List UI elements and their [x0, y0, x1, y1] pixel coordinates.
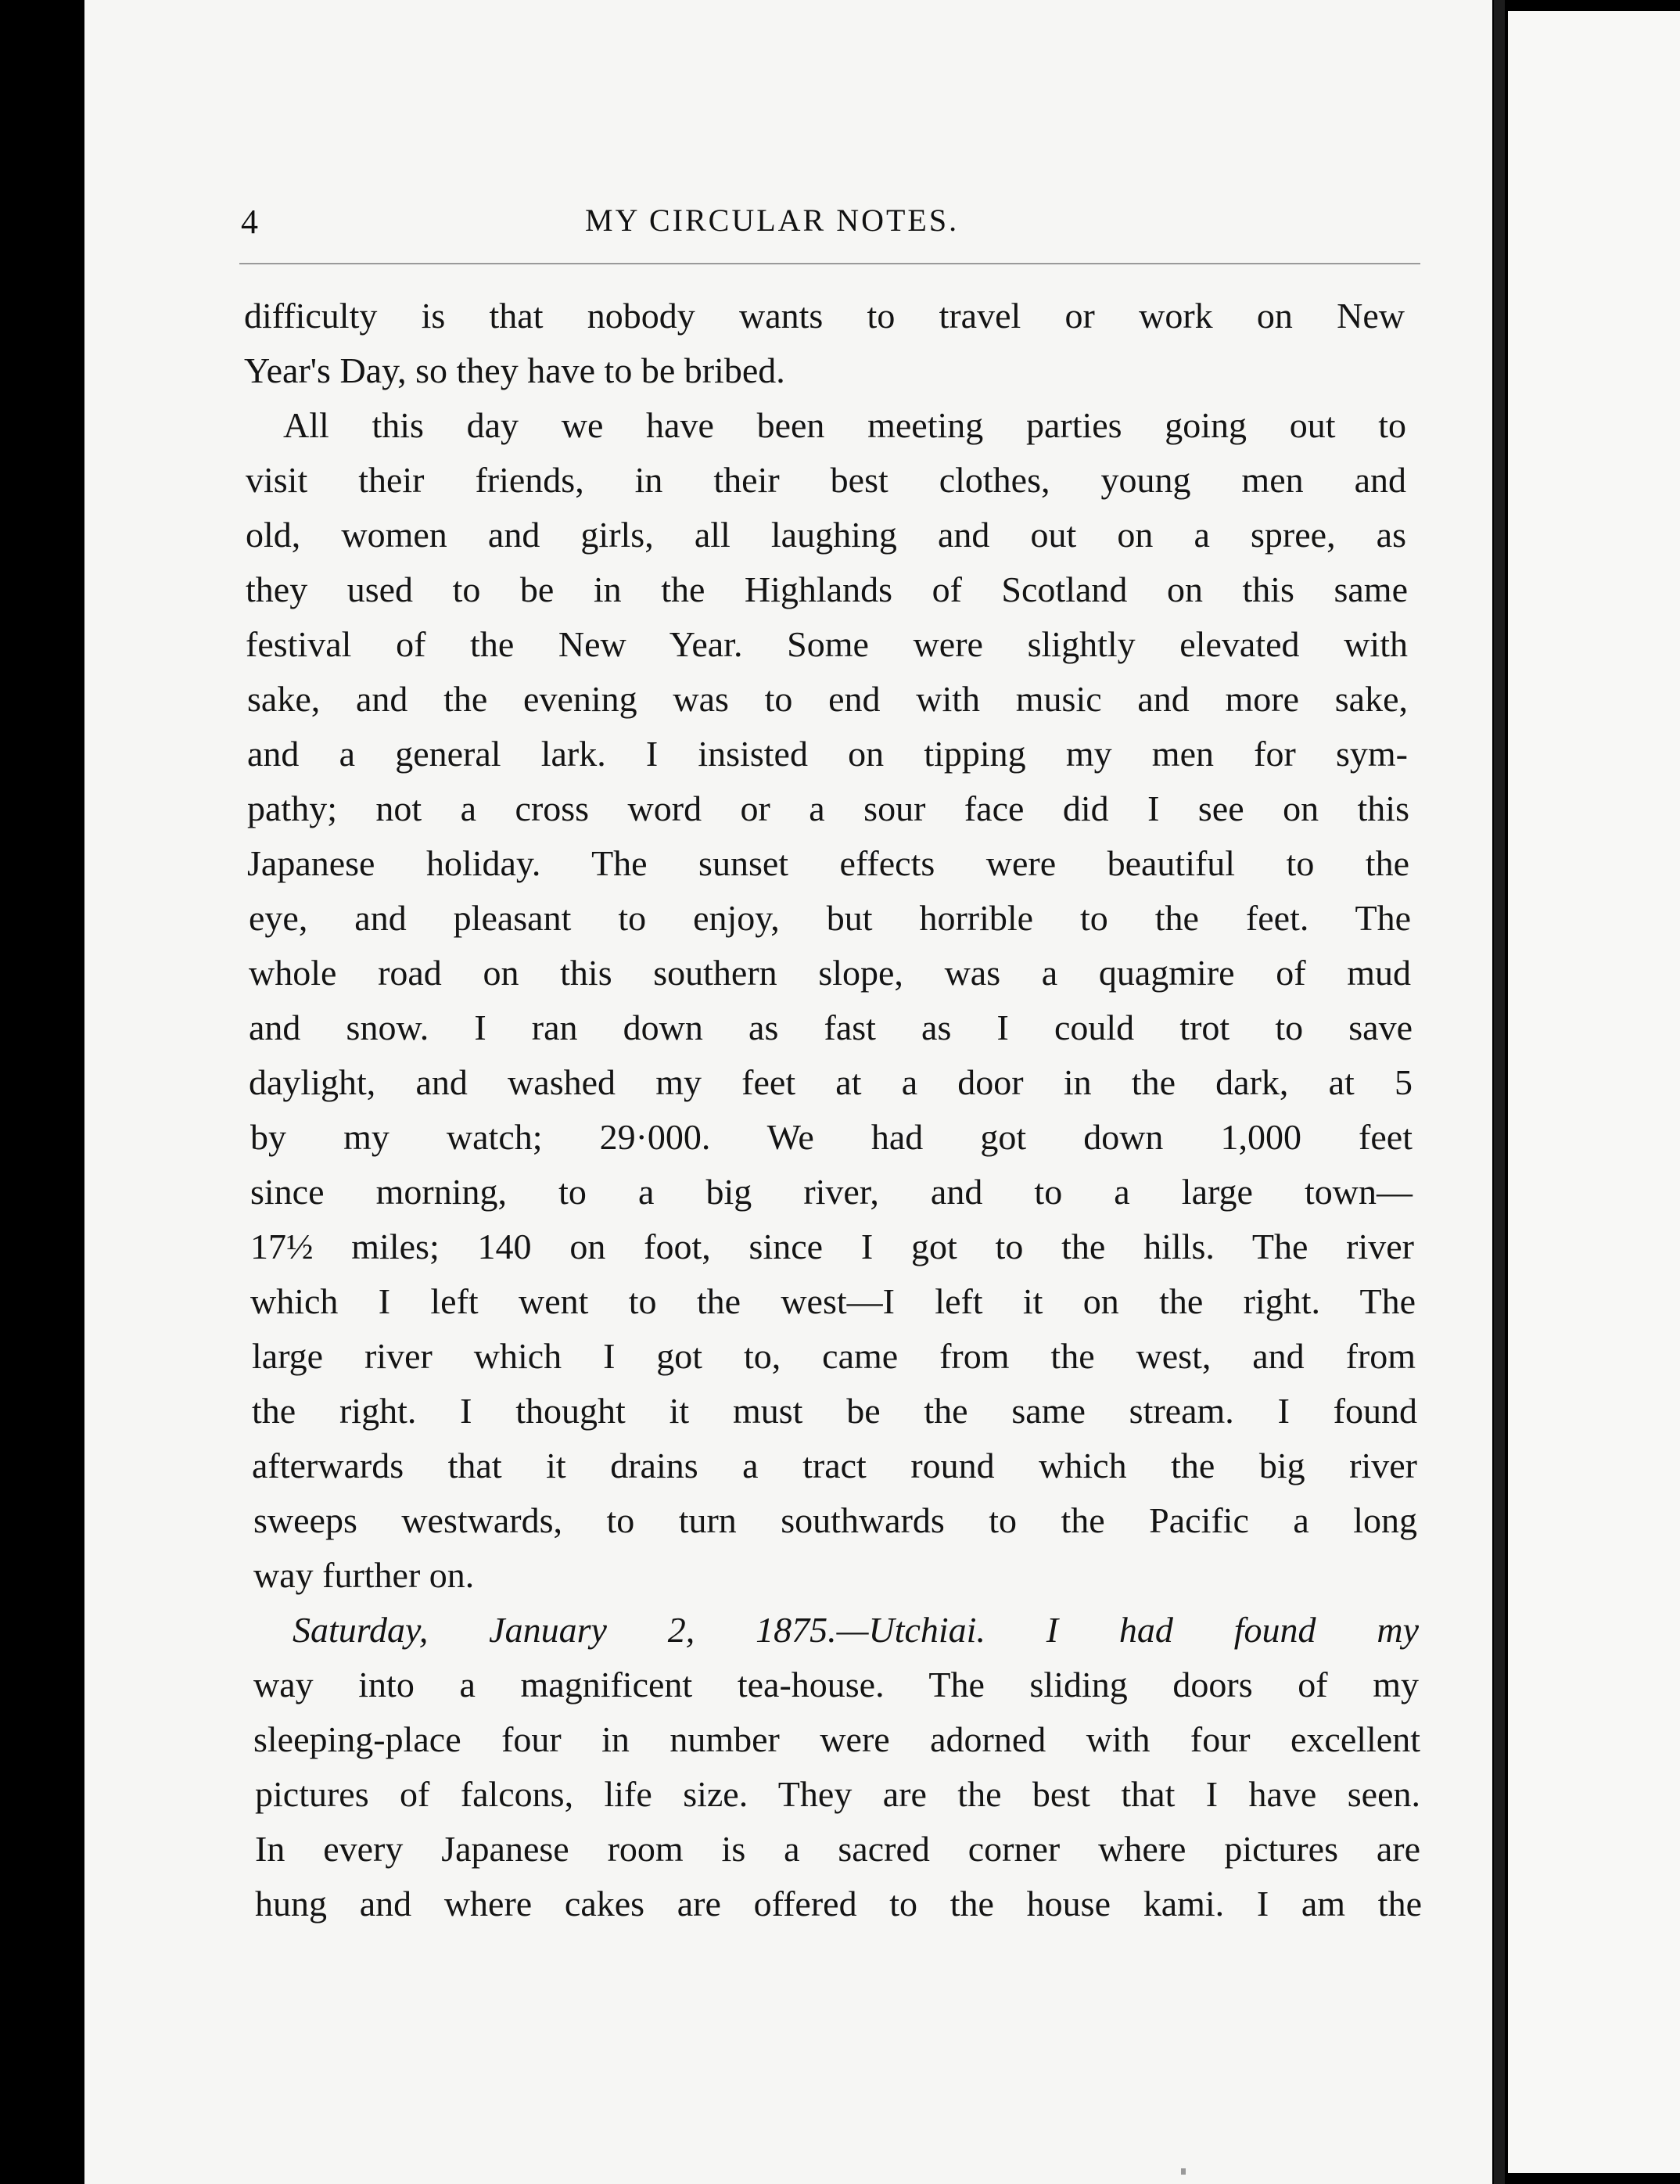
- text-line: sleeping-place four in number were adorned with four excellent: [253, 1719, 1420, 1759]
- text-line: way into a magnificent tea-house. The sliding doors of my: [253, 1665, 1419, 1704]
- running-title: MY CIRCULAR NOTES.: [585, 203, 960, 238]
- page-header: [84, 202, 1492, 249]
- text-line: festival of the New Year. Some were slightly elevated with: [246, 624, 1408, 664]
- text-line: 17½ miles; 140 on foot, since I got to the hills. The river: [250, 1227, 1414, 1266]
- text-line: pathy; not a cross word or a sour face did I see on this: [247, 788, 1409, 828]
- page-number: 4: [241, 203, 258, 241]
- text-line: old, women and girls, all laughing and out on a spree, as: [246, 515, 1406, 555]
- text-line: Year's Day, so they have to be bribed.: [244, 350, 785, 390]
- text-line: and snow. I ran down as fast as I could trot to save: [249, 1008, 1413, 1047]
- text-line: In every Japanese room is a sacred corner where pictures are: [255, 1829, 1420, 1869]
- text-line: and a general lark. I insisted on tipping my men for sym-: [247, 734, 1408, 774]
- text-line: way further on.: [253, 1555, 475, 1595]
- text-line: difficulty is that nobody wants to travel or work on New: [244, 296, 1405, 336]
- text-line: sake, and the evening was to end with music and more sake,: [247, 679, 1408, 719]
- text-line: they used to be in the Highlands of Scotland on this same: [246, 569, 1408, 609]
- text-line: since morning, to a big river, and to a large town—: [250, 1172, 1413, 1212]
- text-line: Japanese holiday. The sunset effects were beautiful to the: [247, 843, 1409, 883]
- text-line: All this day we have been meeting parties going out to: [283, 405, 1406, 445]
- text-line: which I left went to the west—I left it on the right. The: [250, 1281, 1416, 1321]
- text-line: hung and where cakes are offered to the house kami. I am the: [255, 1884, 1422, 1924]
- text-line: large river which I got to, came from the west, and from: [252, 1336, 1416, 1376]
- text-line: daylight, and washed my feet at a door in the dark, at 5: [249, 1062, 1413, 1102]
- header-rule: [239, 263, 1420, 264]
- facing-page-edge: [1508, 11, 1680, 2173]
- dated-entry-line: Saturday, January 2, 1875.—Utchiai. I had found my: [293, 1610, 1419, 1650]
- book-page: [84, 0, 1492, 2184]
- text-line: eye, and pleasant to enjoy, but horrible to the feet. The: [249, 898, 1411, 938]
- text-line: by my watch; 29·000. We had got down 1,000 feet: [250, 1117, 1413, 1157]
- scan-artifact: [1181, 2168, 1186, 2175]
- text-line: afterwards that it drains a tract round which the big river: [252, 1446, 1417, 1485]
- page-gutter: [1494, 0, 1505, 2184]
- text-line: sweeps westwards, to turn southwards to the Pacific a long: [253, 1500, 1417, 1540]
- text-line: whole road on this southern slope, was a quagmire of mud: [249, 953, 1411, 993]
- text-line: pictures of falcons, life size. They are the best that I have seen.: [255, 1774, 1420, 1814]
- text-line: the right. I thought it must be the same stream. I found: [252, 1391, 1417, 1431]
- text-line: visit their friends, in their best clothes, young men and: [246, 460, 1406, 500]
